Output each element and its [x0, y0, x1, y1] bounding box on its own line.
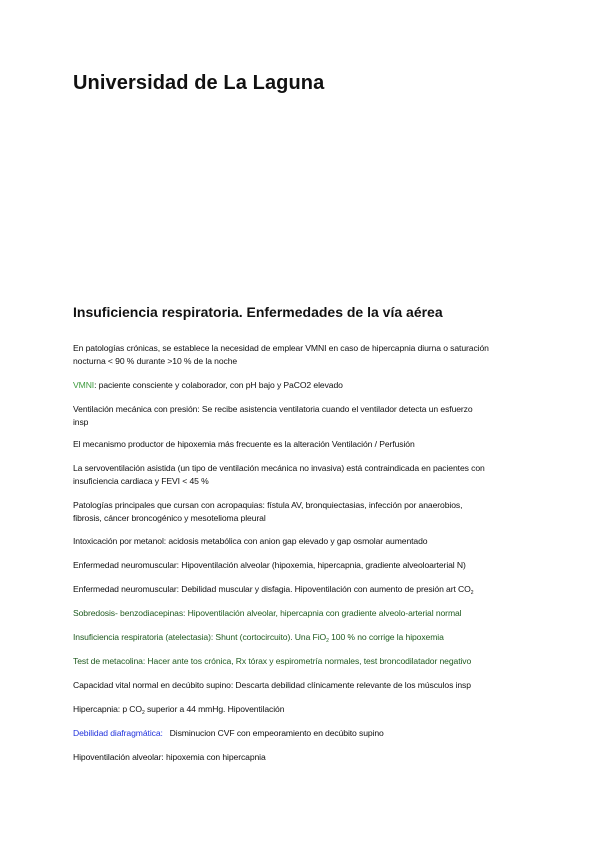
paragraph-servoventilation: [73, 462, 485, 488]
subscript: 2: [142, 710, 145, 716]
line: Ventilación mecánica con presión: Se recibe asistencia ventilatoria cuando el ventilador detecta un esfuerzo: [73, 404, 473, 414]
line: Patologías principales que cursan con acropaquias: fístula AV, bronquiectasias, infección por anaerobios,: [73, 500, 463, 510]
line: insp: [73, 417, 89, 427]
paragraph-metacolina: Test de metacolina: Hacer ante tos crónica, Rx tórax y espirometría normales, test broncodilatador negativo: [73, 656, 472, 666]
vmni-text: : paciente consciente y colaborador, con pH bajo y PaCO2 elevado: [94, 380, 343, 390]
subscript: 2: [326, 638, 329, 644]
line: En patologías crónicas, se establece la necesidad de emplear VMNI en caso de hipercapnia diurna o saturación: [73, 343, 489, 353]
line: nocturna < 90 % durante >10 % de la noche: [73, 356, 238, 366]
paragraph-hipoventilacion: Hipoventilación alveolar: hipoxemia con hipercapnia: [73, 752, 266, 762]
paragraph-hipercapnia: [73, 703, 284, 720]
text: 100 % no corrige la hipoxemia: [328, 632, 444, 642]
paragraph-capacidad-vital: Capacidad vital normal en decúbito supino: Descarta debilidad clínicamente relevante de los músculos insp: [73, 680, 471, 690]
line: insuficiencia cardiaca y FEVI < 45 %: [73, 476, 209, 486]
paragraph-vmni: [73, 379, 343, 392]
paragraph-ventilation-pressure: [73, 403, 473, 429]
section-heading: Insuficiencia respiratoria. Enfermedades de la vía aérea: [73, 304, 443, 320]
paragraph-neuromuscular-1: Enfermedad neuromuscular: Hipoventilación alveolar (hipoxemia, hipercapnia, gradiente alveoloarterial N): [73, 560, 466, 570]
paragraph-acropaquias: [73, 499, 462, 525]
paragraph-metanol: Intoxicación por metanol: acidosis metabólica con anion gap elevado y gap osmolar aumentado: [73, 536, 428, 546]
paragraph-vmni-indication: [73, 342, 489, 368]
text: superior a 44 mmHg. Hipoventilación: [144, 704, 285, 714]
paragraph-atelectasia: [73, 631, 444, 648]
line: La servoventilación asistida (un tipo de ventilación mecánica no invasiva) está contraindicada en pacientes con: [73, 463, 485, 473]
text: Insuficiencia respiratoria (atelectasia): Shunt (cortocircuito). Una FiO: [73, 632, 327, 642]
text: Disminucion CVF con empeoramiento en decúbito supino: [162, 728, 384, 738]
paragraph-debilidad-diafragmatica: [73, 727, 384, 740]
institution-title: Universidad de La Laguna: [73, 72, 325, 94]
paragraph-neuromuscular-2: [73, 583, 473, 600]
subscript: 2: [470, 590, 474, 596]
label: Debilidad diafragmática: [73, 728, 161, 738]
paragraph-hypoxemia-mechanism: El mecanismo productor de hipoxemia más frecuente es la alteración Ventilación / Perfusión: [73, 439, 415, 449]
text: Hipercapnia: p CO: [73, 704, 142, 714]
vmni-label: VMNI: [73, 380, 95, 390]
line: fibrosis, cáncer broncogénico y mesotelioma pleural: [73, 513, 266, 523]
paragraph-benzodiacepinas: Sobredosis- benzodiacepinas: Hipoventilación alveolar, hipercapnia con gradiente alveolo-arterial normal: [73, 608, 462, 618]
separator: :: [160, 728, 163, 738]
text: Enfermedad neuromuscular: Debilidad muscular y disfagia. Hipoventilación con aumento de presión art CO: [73, 584, 471, 594]
